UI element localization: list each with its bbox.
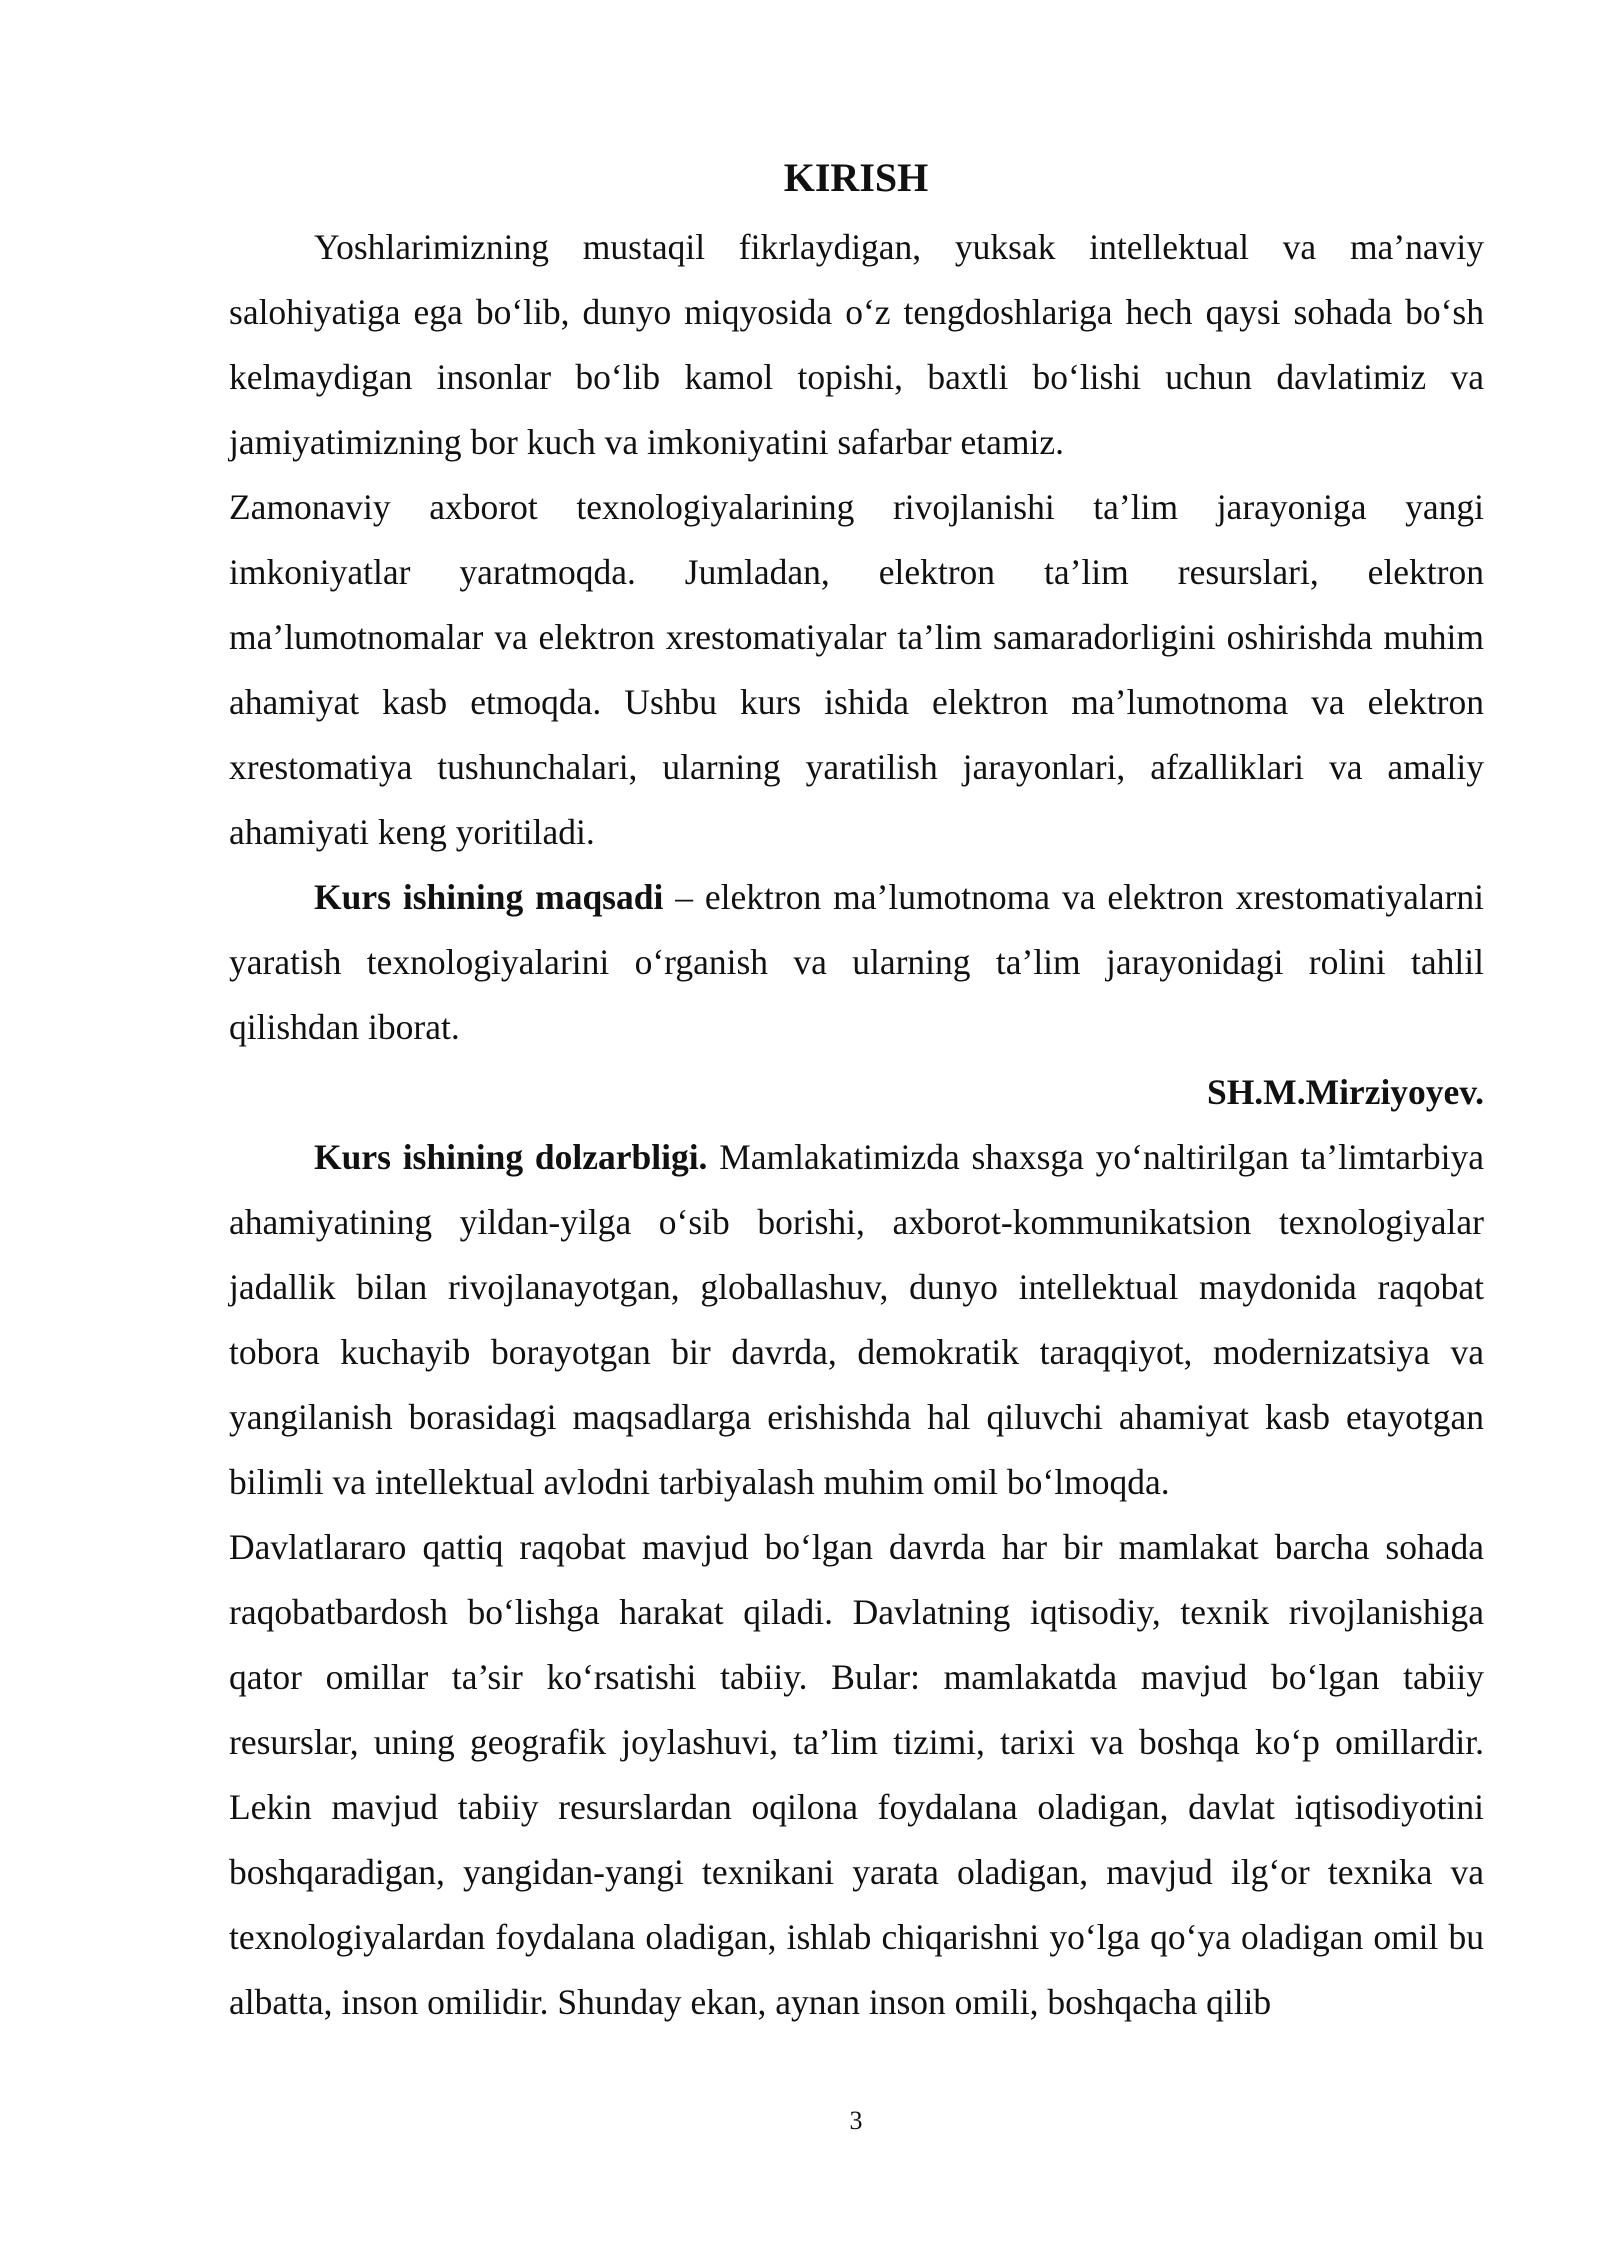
relevance-text: Mamlakatimizda shaxsga yo‘naltirilgan ta’limtarbiya ahamiyatining yildan-yilga o‘sib borishi, axborot-kommunikatsion texnologiyalar jadallik bilan rivojlanayotgan, globallashuv, dunyo intellektual maydonida raqobat tobora kuchayib borayotgan bir davrda, demokratik taraqqiyot, modernizatsiya va yangilanish borasidagi maqsadlarga erishishda hal qiluvchi ahamiyat kasb etayotgan bilimli va intellektual avlodni tarbiyalash muhim omil bo‘lmoqda.: [229, 1137, 1485, 1502]
paragraph-competition: Davlatlararo qattiq raqobat mavjud bo‘lgan davrda har bir mamlakat barcha sohada raqobatbardosh bo‘lishga harakat qiladi. Davlatning iqtisodiy, texnik rivojlanishiga qator omillar ta’sir ko‘rsatishi tabiiy. Bular: mamlakatda mavjud bo‘lgan tabiiy resurslar, uning geografik joylashuvi, ta’lim tizimi, tarixi va boshqa ko‘p omillardir. Lekin mavjud tabiiy resurslardan oqilona foydalana oladigan, davlat iqtisodiyotini boshqaradigan, yangidan-yangi texnikani yarata oladigan, mavjud ilg‘or texnika va texnologiyalardan foydalana oladigan, ishlab chiqarishni yo‘lga qo‘ya oladigan omil bu albatta, inson omilidir. Shunday ekan, aynan inson omili, boshqacha qilib: [229, 1527, 1484, 2022]
paragraph-intro: Yoshlarimizning mustaqil fikrlaydigan, yuksak intellektual va ma’naviy salohiyatiga ega bo‘lib, dunyo miqyosida o‘z tengdoshlariga hech qaysi sohada bo‘sh kelmaydigan insonlar bo‘lib kamol topishi, baxtli bo‘lishi uchun davlatimiz va jamiyatimizning bor kuch va imkoniyatini safarbar etamiz.: [229, 227, 1484, 462]
page-title: KIRISH: [783, 155, 929, 200]
signature: SH.M.Mirziyoyev.: [1206, 1072, 1484, 1112]
paragraph-technology: Zamonaviy axborot texnologiyalarining rivojlanishi ta’lim jarayoniga yangi imkoniyatlar yaratmoqda. Jumladan, elektron ta’lim resurslari, elektron ma’lumotnomalar va elektron xrestomatiyalar ta’lim samaradorligini oshirishda muhim ahamiyat kasb etmoqda. Ushbu kurs ishida elektron ma’lumotnoma va elektron xrestomatiya tushunchalari, ularning yaratilish jarayonlari, afzalliklari va amaliy ahamiyati keng yoritiladi.: [229, 487, 1484, 852]
relevance-heading: Kurs ishining dolzarbligi.: [314, 1137, 708, 1177]
page-number: 3: [849, 2106, 863, 2135]
paragraph-relevance: [229, 1125, 1484, 1515]
paragraph-goal: [229, 865, 1484, 1060]
document-body: [229, 215, 1484, 2035]
goal-heading: Kurs ishining maqsadi: [314, 877, 664, 917]
goal-text: – elektron ma’lumotnoma va elektron xrestomatiyalarni yaratish texnologiyalarini o‘rganish va ularning ta’lim jarayonidagi rolini tahlil qilishdan iborat.: [229, 877, 1484, 1047]
